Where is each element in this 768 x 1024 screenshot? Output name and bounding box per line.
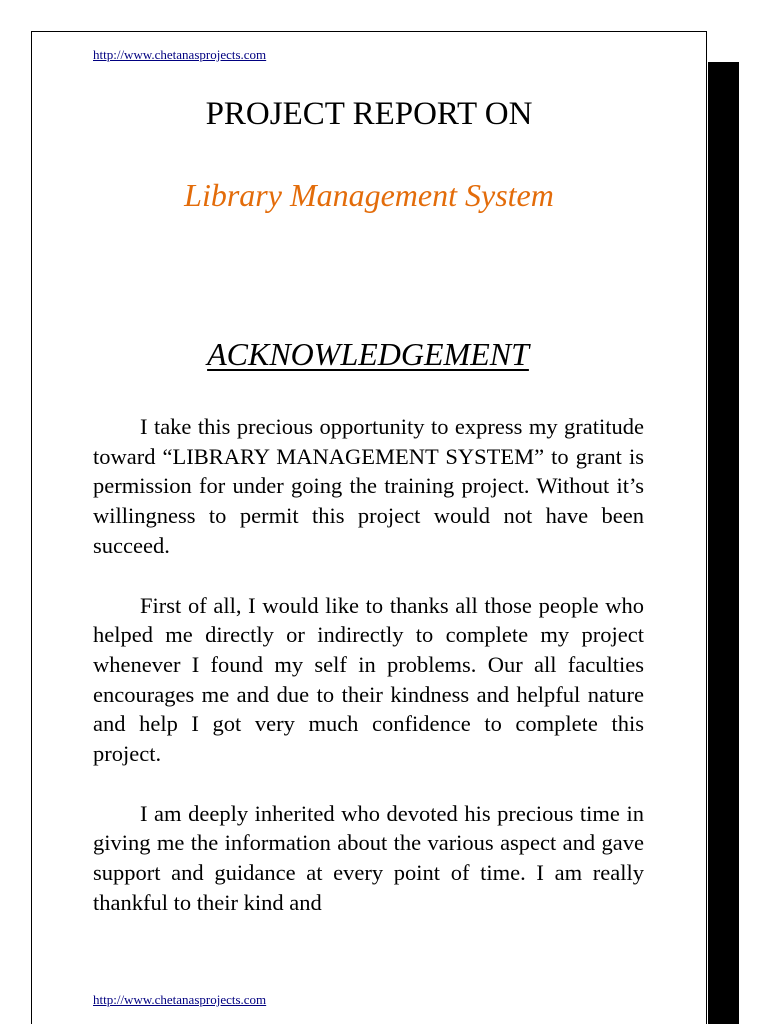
acknowledgement-body [93,412,644,918]
page-title: PROJECT REPORT ON [205,96,533,132]
paragraph: I am deeply inherited who devoted his precious time in giving me the information about the various aspect and gave support and guidance at every point of time. I am really thankful to their kind and [93,800,644,915]
section-heading: ACKNOWLEDGEMENT [207,336,529,372]
paragraph: First of all, I would like to thanks all those people who helped me directly or indirectly to complete my project whenever I found my self in problems. Our all faculties encourages me and due to their kindness and helpful nature and help I got very much confidence to complete this project. [93,592,644,767]
paragraph: I take this precious opportunity to express my gratitude toward “LIBRARY MANAGEMENT SYSTEM” to grant is permission for under going the training project. Without it’s willingness to permit this project would not have been succeed. [93,414,644,558]
footer-link[interactable]: http://www.chetanasprojects.com [93,992,267,1007]
project-subtitle: Library Management System [184,177,554,213]
header-link[interactable]: http://www.chetanasprojects.com [93,47,267,62]
